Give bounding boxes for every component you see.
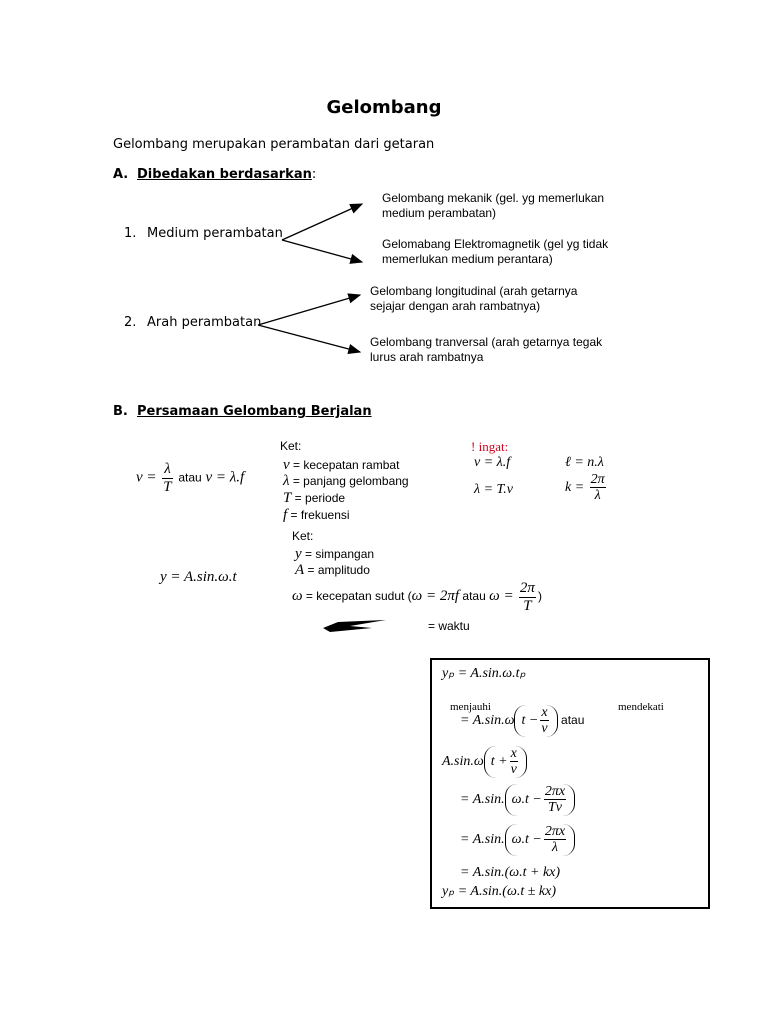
ket1-text-t: = periode <box>291 491 346 505</box>
arrow-arah-longitudinal <box>258 295 360 325</box>
equation-velocity <box>136 461 244 495</box>
box-l3-fraction <box>510 746 518 778</box>
ket1-text-f: = frekuensi <box>287 508 350 522</box>
branch-tranversal-line1: Gelombang tranversal (arah getarnya tegak <box>370 335 603 349</box>
box-atau: atau <box>561 713 585 728</box>
t-symbol-drawing <box>323 620 386 632</box>
section-a-heading: Dibedakan berdasarkan <box>137 167 312 182</box>
ket2-omega-close: ) <box>537 589 542 604</box>
box-menjauhi: menjauhi <box>450 701 491 713</box>
ket2-omega-denominator: T <box>523 597 532 614</box>
ket2-sym-omega: ω <box>292 588 303 605</box>
formula-box <box>430 658 710 909</box>
page-title: Gelombang <box>326 97 442 118</box>
section-b-label: B. <box>113 404 128 419</box>
branch-mekanik-line2: medium perambatan) <box>382 206 497 220</box>
eq1-rhs: v = λ.f <box>205 469 245 486</box>
eq1-denominator: T <box>163 478 172 495</box>
box-l5-fraction <box>544 824 566 856</box>
eq1-atau: atau <box>178 470 202 485</box>
box-l5-t: ω.t − <box>511 832 542 848</box>
ket2-waktu: = waktu <box>428 619 470 633</box>
ket2-omega-fraction <box>519 580 536 614</box>
box-l3-numerator: x <box>510 746 517 761</box>
box-mendekati: mendekati <box>618 701 664 713</box>
branch-mekanik-line1: Gelombang mekanik (gel. yg memerlukan <box>382 191 605 205</box>
ingat-k-denominator: λ <box>594 488 601 504</box>
branch-elektromagnetik-line1: Gelomabang Elektromagnetik (gel yg tidak <box>382 237 609 251</box>
ket1-row-f <box>283 506 350 524</box>
box-l3-denominator: v <box>510 762 517 778</box>
box-l2-denominator: v <box>541 721 548 737</box>
ket2-sym-a: A <box>295 562 305 578</box>
ket1-row-lambda <box>283 472 409 490</box>
box-l4-pre: = A.sin. <box>460 792 505 808</box>
item-1-label: Medium perambatan <box>147 226 283 241</box>
ket1-sym-v: v <box>283 457 290 473</box>
ingat-k-fraction <box>590 472 606 504</box>
box-l4-t: ω.t − <box>511 792 542 808</box>
box-line-yp: yₚ = A.sin.ω.tₚ <box>442 666 526 681</box>
section-a-heading-wrap <box>137 167 316 183</box>
arrow-medium-elektromagnetik <box>282 240 362 262</box>
branch-tranversal-line2: lurus arah rambatnya <box>370 350 484 364</box>
box-l5-pre: = A.sin. <box>460 832 505 848</box>
box-line-final-eq: yₚ = A.sin.(ω.t ± kx) <box>442 884 557 899</box>
ket2-row-omega <box>292 580 542 614</box>
section-b-heading: Persamaan Gelombang Berjalan <box>137 404 372 419</box>
eq1-numerator: λ <box>164 461 171 477</box>
box-l4-numerator: 2πx <box>544 784 566 799</box>
ket2-omega-eq2-lhs: ω = <box>489 588 514 605</box>
ingat-formula-lambda: λ = T.v <box>474 482 513 497</box>
ket2-sym-y: y <box>295 546 302 562</box>
ingat-title: ! ingat: <box>471 439 509 454</box>
box-l2-numerator: x <box>541 705 548 720</box>
ket2-omega-atau: atau <box>459 589 490 604</box>
item-2-label: Arah perambatan <box>147 315 262 330</box>
branch-longitudinal-line1: Gelombang longitudinal (arah getarnya <box>370 284 578 298</box>
box-line-menjauhi-eq <box>460 705 584 737</box>
ingat-k-numerator: 2π <box>590 472 605 487</box>
ket1-text-v: = kecepatan rambat <box>289 458 400 472</box>
section-a-colon: : <box>311 167 317 182</box>
box-l5-denominator: λ <box>551 840 558 856</box>
box-l2-pre: = A.sin.ω <box>460 713 515 729</box>
ket2-title: Ket: <box>292 529 314 543</box>
box-l2-fraction <box>540 705 548 737</box>
box-l5-paren <box>505 824 575 856</box>
ingat-formula-k <box>565 472 608 504</box>
eq1-fraction <box>162 461 172 495</box>
box-l3-paren <box>484 746 527 778</box>
arrow-arah-tranversal <box>258 325 360 352</box>
arrow-medium-mekanik <box>282 204 362 240</box>
box-line-tv-eq <box>460 784 575 816</box>
box-l3-pre: A.sin.ω <box>442 754 484 770</box>
box-l4-denominator: Tv <box>547 800 562 816</box>
ket1-text-lambda: = panjang gelombang <box>289 474 409 488</box>
ket1-title: Ket: <box>280 439 302 453</box>
ket1-sym-f: f <box>283 507 288 523</box>
branch-elektromagnetik-line2: memerlukan medium perantara) <box>382 252 553 266</box>
ingat-k-lhs: k = <box>565 480 585 496</box>
intro-text: Gelombang merupakan perambatan dari getaran <box>113 137 435 152</box>
box-l2-t: t − <box>521 713 539 729</box>
ket1-sym-lambda: λ <box>283 473 290 489</box>
ket2-row-a <box>295 561 370 579</box>
section-a-label: A. <box>113 167 129 182</box>
box-l5-numerator: 2πx <box>544 824 566 839</box>
box-line-kx-eq: = A.sin.(ω.t + kx) <box>460 865 561 880</box>
ket2-text-a: = amplitudo <box>304 563 370 577</box>
box-l2-paren <box>514 705 557 737</box>
ket2-text-y: = simpangan <box>301 547 375 561</box>
ket1-row-t <box>283 489 345 507</box>
ket1-sym-t: T <box>283 490 292 506</box>
ket2-text-omega: = kecepatan sudut ( <box>302 589 412 604</box>
ingat-formula-l: ℓ = n.λ <box>565 455 604 470</box>
ket2-omega-eq1: ω = 2πf <box>411 588 460 605</box>
box-line-mendekati-eq <box>442 746 527 778</box>
box-line-lambda-eq <box>460 824 575 856</box>
box-l4-fraction <box>544 784 566 816</box>
equation-simpangan: y = A.sin.ω.t <box>160 569 237 585</box>
box-l4-paren <box>505 784 575 816</box>
item-2-number: 2. <box>124 315 137 330</box>
box-l3-t: t + <box>490 754 508 770</box>
eq1-lhs: v = <box>136 469 157 486</box>
branch-longitudinal-line2: sejajar dengan arah rambatnya) <box>370 299 541 313</box>
item-1-number: 1. <box>124 226 137 241</box>
ket2-omega-numerator: 2π <box>519 580 535 596</box>
ingat-formula-v: v = λ.f <box>474 455 511 470</box>
